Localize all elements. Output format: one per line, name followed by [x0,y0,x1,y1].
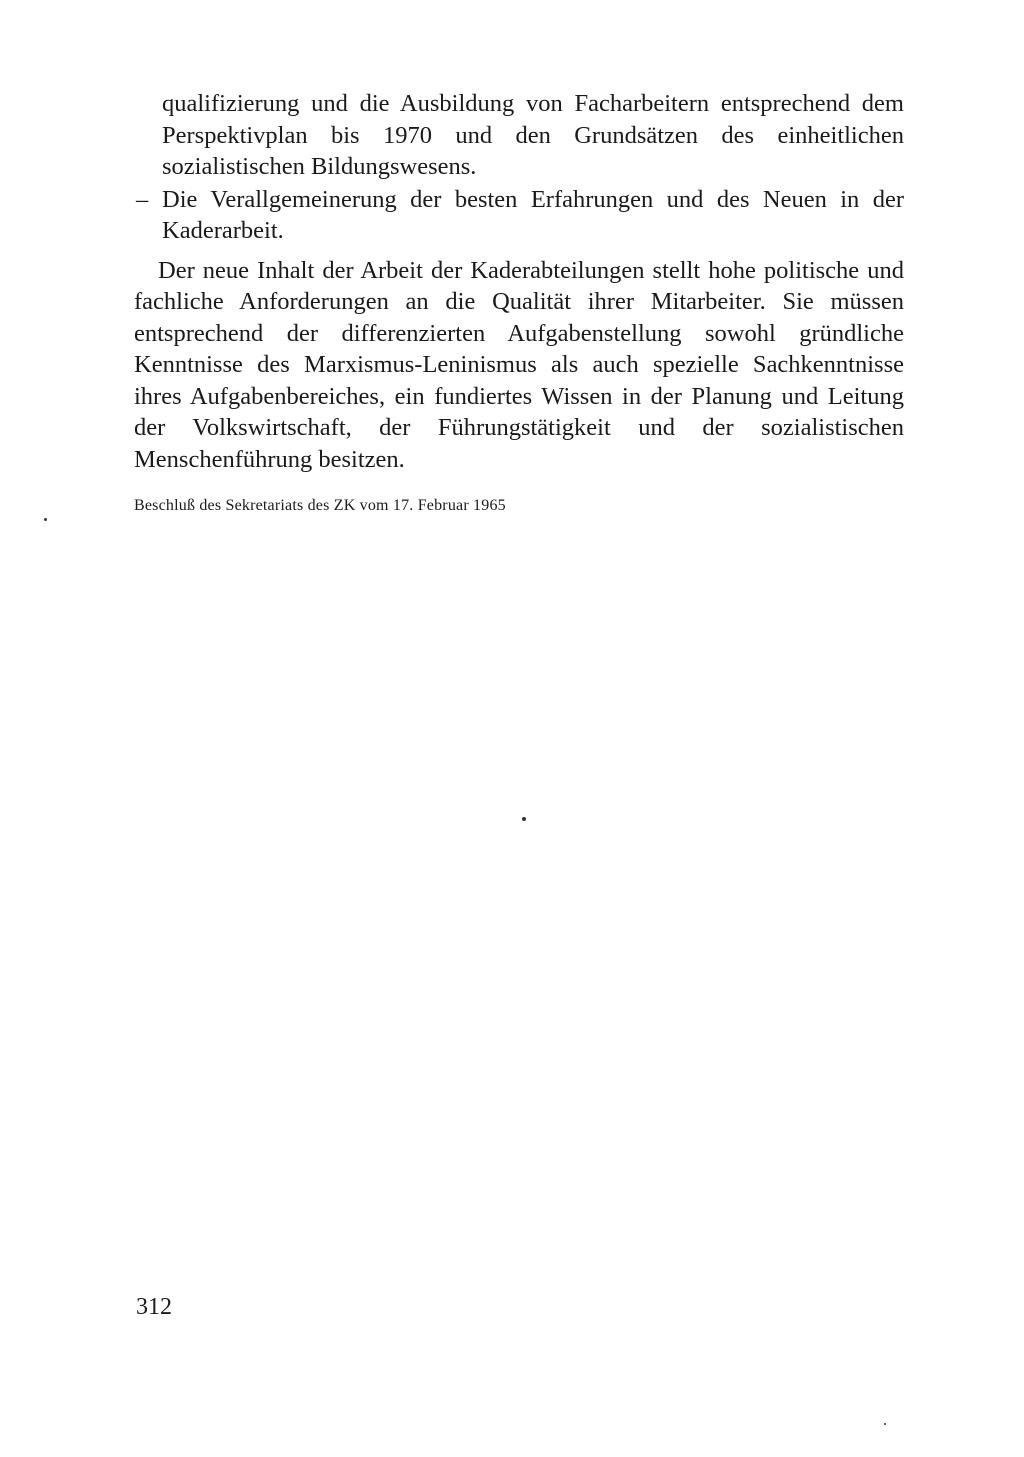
page-number: 312 [136,1294,172,1320]
scan-speck [884,1423,886,1425]
scan-speck [522,817,526,821]
scan-speck [44,518,47,521]
continuation-paragraph: qualifizierung und die Ausbildung von Facharbeitern entsprechend dem Perspektivplan bis 1970 und den Grundsätzen des einheitlichen sozialistischen Bildungswesens. [162,90,904,180]
body-text [134,88,904,475]
dash-item-text: Die Verallgemeinerung der besten Erfahrungen und des Neuen in der Kaderarbeit. [162,185,904,244]
dash-list-item [134,184,904,247]
body-paragraph: Der neue Inhalt der Arbeit der Kaderabteilungen stellt hohe politische und fachliche Anforderungen an die Qualität ihrer Mitarbeiter. Sie müssen entsprechend der differenzierten Aufgabenstellung sowohl gründliche Kenntnisse des Marxismus-Leninismus als auch spezielle Sachkenntnisse ihres Aufgabenbereiches, ein fundiertes Wissen in der Planung und Leitung der Volkswirtschaft, der Führungstätigkeit und der sozialistischen Menschenführung besitzen. [134,256,904,473]
dash-marker: – [136,185,149,213]
source-note: Beschluß des Sekretariats des ZK vom 17. Februar 1965 [134,497,506,514]
